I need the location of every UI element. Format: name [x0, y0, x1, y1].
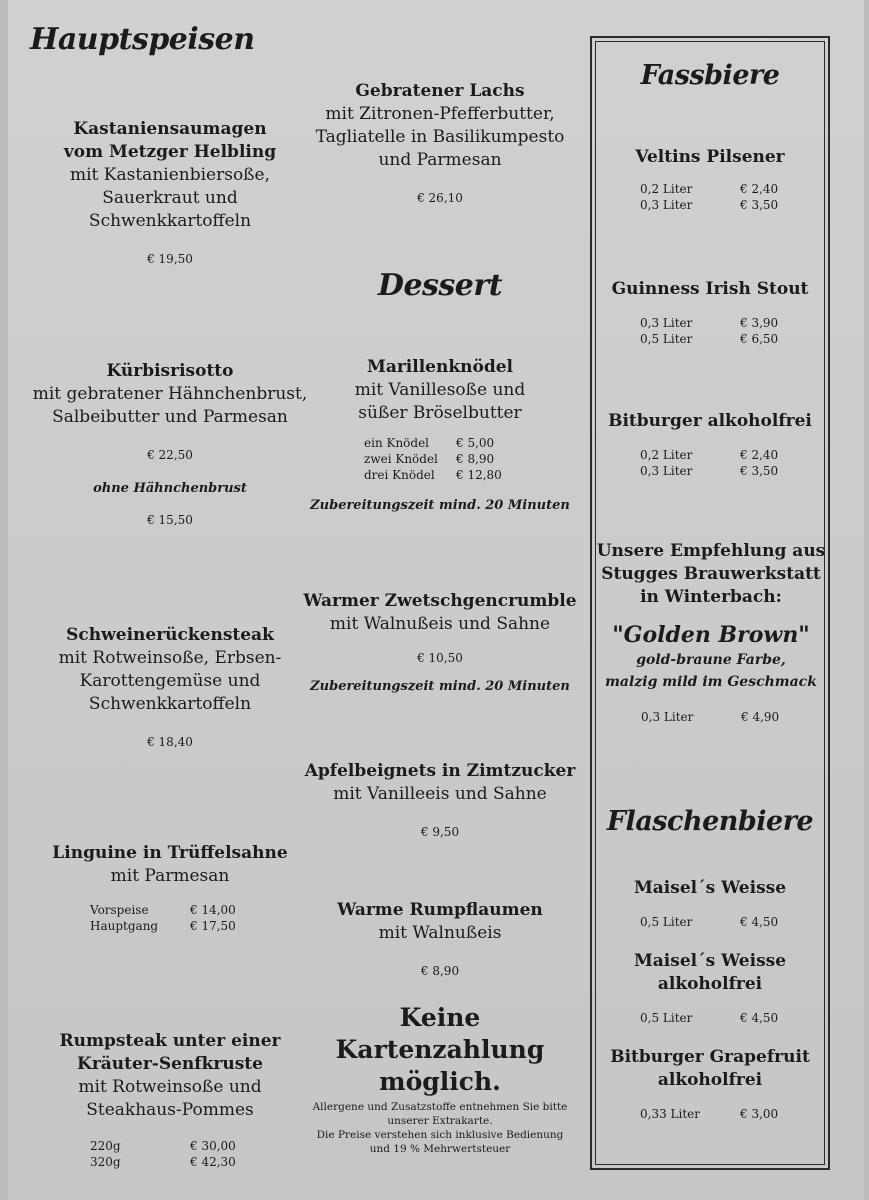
- price-row-label: 0,3 Liter: [640, 316, 693, 330]
- payment-line: Keine Kartenzahlung: [335, 1003, 545, 1064]
- price-row-value: € 12,80: [456, 468, 502, 482]
- price-row-value: € 42,30: [190, 1155, 236, 1169]
- item-desc: mit Kastanienbiersoße,: [70, 165, 270, 185]
- item-price: € 9,50: [420, 825, 460, 839]
- footnote-line: unserer Extrakarte.: [387, 1115, 493, 1127]
- item-desc: Schwenkkartoffeln: [88, 211, 252, 231]
- price-row: [592, 447, 828, 463]
- item-desc: mit Rotweinsoße, Erbsen-: [58, 648, 282, 668]
- price-row-value: € 14,00: [190, 903, 236, 917]
- item-title: vom Metzger Helbling: [63, 142, 277, 162]
- price-row: [20, 918, 320, 934]
- price-row: [592, 1106, 828, 1122]
- beer-title: Maisel´s Weisse: [633, 878, 787, 898]
- item-price: € 19,50: [147, 252, 193, 266]
- beer-bitburger-grapefruit: [592, 1046, 828, 1122]
- item-desc: mit Walnußeis und Sahne: [329, 614, 551, 634]
- price-row: [20, 1138, 320, 1154]
- item-note: Zubereitungszeit mind. 20 Minuten: [310, 498, 570, 513]
- menu-item-lachs: [300, 80, 580, 206]
- price-row-value: € 3,00: [740, 1107, 779, 1121]
- price-row-label: Hauptgang: [90, 919, 159, 933]
- beer-title: alkoholfrei: [657, 1070, 763, 1090]
- item-desc: Sauerkraut und: [102, 188, 238, 208]
- hauptspeisen-heading-text: Hauptspeisen: [30, 22, 255, 57]
- price-row: [592, 914, 828, 930]
- beer-title: alkoholfrei: [657, 974, 763, 994]
- item-price: € 10,50: [417, 651, 463, 665]
- menu-item-kastaniensaumagen: [20, 118, 320, 267]
- price-row: [592, 197, 828, 213]
- item-title: Kastaniensaumagen: [73, 119, 267, 139]
- item-price: € 26,10: [417, 191, 463, 205]
- footnote: [300, 1100, 580, 1156]
- price-row-label: 320g: [90, 1155, 121, 1169]
- price-row-value: € 3,50: [740, 198, 779, 212]
- item-price: € 18,40: [147, 735, 193, 749]
- price-row-label: 0,5 Liter: [640, 915, 693, 929]
- item-desc: mit Vanilleeis und Sahne: [333, 784, 547, 804]
- item-title: Schweinerückensteak: [66, 625, 274, 645]
- price-row-label: 0,3 Liter: [640, 464, 693, 478]
- price-row-value: € 8,90: [456, 452, 495, 466]
- footnote-line: Allergene und Zusatzstoffe entnehmen Sie bitte: [312, 1101, 568, 1113]
- beer-bitburger-af: [592, 410, 828, 479]
- price-row: [592, 181, 828, 197]
- menu-item-rumpflaumen: [300, 899, 580, 979]
- price-row-value: € 2,40: [740, 182, 779, 196]
- hauptspeisen-heading: [30, 22, 280, 57]
- price-row-value: € 17,50: [190, 919, 236, 933]
- payment-line: möglich.: [379, 1067, 501, 1096]
- item-desc: mit Vanillesoße und: [354, 380, 526, 400]
- beer-guinness: [592, 278, 828, 347]
- price-row: [592, 315, 828, 331]
- item-desc: Salbeibutter und Parmesan: [52, 407, 288, 427]
- menu-item-marillenknoedel: [300, 356, 580, 515]
- menu-item-rumpsteak: [20, 1030, 320, 1170]
- beer-title: Guinness Irish Stout: [611, 279, 809, 299]
- price-row-label: 220g: [90, 1139, 121, 1153]
- empfehlung-line: Stugges Brauwerkstatt: [601, 564, 821, 584]
- price-row: [592, 463, 828, 479]
- menu-item-kuerbisrisotto: [20, 360, 320, 528]
- price-row: [592, 331, 828, 347]
- item-note: Zubereitungszeit mind. 20 Minuten: [310, 679, 570, 694]
- beer-maisels-af: [592, 950, 828, 1026]
- item-note-price: € 15,50: [147, 513, 193, 527]
- empfehlung-sub: malzig mild im Geschmack: [605, 674, 817, 690]
- item-price: € 8,90: [420, 964, 460, 978]
- price-row-value: € 3,90: [740, 316, 779, 330]
- fassbiere-heading-text: Fassbiere: [640, 60, 780, 91]
- menu-item-schweinerueckensteak: [20, 624, 320, 750]
- beer-title: Bitburger Grapefruit: [610, 1047, 810, 1067]
- fassbiere-heading: [592, 60, 828, 91]
- price-row-value: € 4,50: [740, 1011, 779, 1025]
- item-title: Warme Rumpflaumen: [337, 900, 543, 920]
- price-row-label: 0,3 Liter: [640, 198, 693, 212]
- price-row-value: € 4,90: [741, 710, 780, 724]
- price-row-label: 0,5 Liter: [640, 1011, 693, 1025]
- price-row-label: Vorspeise: [90, 903, 149, 917]
- price-row-label: 0,3 Liter: [641, 710, 694, 724]
- item-title: Linguine in Trüffelsahne: [52, 843, 288, 863]
- dessert-heading-text: Dessert: [377, 268, 503, 303]
- footnote-line: Die Preise verstehen sich inklusive Bedienung: [316, 1129, 564, 1141]
- price-row: [596, 709, 826, 725]
- price-row: [20, 1154, 320, 1170]
- price-row: [300, 451, 580, 467]
- item-desc: mit Parmesan: [110, 866, 230, 886]
- price-row: [592, 1010, 828, 1026]
- price-row-label: drei Knödel: [364, 468, 435, 482]
- footnote-line: und 19 % Mehrwertsteuer: [369, 1143, 511, 1155]
- item-title: Warmer Zwetschgencrumble: [303, 591, 577, 611]
- empfehlung-line: Unsere Empfehlung aus: [596, 541, 826, 561]
- price-row-value: € 3,50: [740, 464, 779, 478]
- item-title: Apfelbeignets in Zimtzucker: [304, 761, 576, 781]
- price-row-value: € 5,00: [456, 436, 495, 450]
- item-desc: süßer Bröselbutter: [358, 403, 522, 423]
- item-title: Rumpsteak unter einer: [59, 1031, 281, 1051]
- price-row-label: 0,2 Liter: [640, 448, 693, 462]
- item-desc: mit Walnußeis: [378, 923, 502, 943]
- price-row-value: € 2,40: [740, 448, 779, 462]
- price-row-label: zwei Knödel: [364, 452, 438, 466]
- beer-veltins: [592, 146, 828, 213]
- price-row-label: 0,2 Liter: [640, 182, 693, 196]
- empfehlung-name: "Golden Brown": [612, 622, 810, 648]
- price-row: [300, 467, 580, 483]
- price-row-value: € 4,50: [740, 915, 779, 929]
- beer-maisels: [592, 877, 828, 930]
- item-desc: Karottengemüse und: [79, 671, 261, 691]
- beer-title: Veltins Pilsener: [635, 147, 785, 167]
- price-row: [300, 435, 580, 451]
- dessert-heading: [300, 268, 580, 303]
- price-row-label: 0,5 Liter: [640, 332, 693, 346]
- item-desc: Steakhaus-Pommes: [86, 1100, 254, 1120]
- price-row-value: € 6,50: [740, 332, 779, 346]
- item-desc: mit gebratener Hähnchenbrust,: [32, 384, 308, 404]
- empfehlung-line: in Winterbach:: [640, 587, 782, 607]
- item-title: Marillenknödel: [367, 357, 513, 377]
- price-row-label: ein Knödel: [364, 436, 430, 450]
- item-price: € 22,50: [147, 448, 193, 462]
- item-title: Kürbisrisotto: [106, 361, 234, 381]
- beer-title: Maisel´s Weisse: [633, 951, 787, 971]
- flaschenbiere-heading: [592, 806, 828, 837]
- menu-item-apfelbeignets: [300, 760, 580, 840]
- price-row-value: € 30,00: [190, 1139, 236, 1153]
- item-desc: und Parmesan: [378, 150, 502, 170]
- beer-title: Bitburger alkoholfrei: [608, 411, 812, 431]
- menu-item-zwetschgencrumble: [300, 590, 580, 696]
- payment-notice: [300, 1002, 580, 1098]
- item-desc: mit Zitronen-Pfefferbutter,: [325, 104, 555, 124]
- empfehlung-sub: gold-braune Farbe,: [636, 652, 786, 668]
- item-note: ohne Hähnchenbrust: [93, 481, 247, 496]
- empfehlung: [596, 540, 826, 725]
- item-desc: mit Rotweinsoße und: [78, 1077, 262, 1097]
- item-title: Kräuter-Senfkruste: [77, 1054, 263, 1074]
- item-desc: Tagliatelle in Basilikumpesto: [315, 127, 565, 147]
- item-desc: Schwenkkartoffeln: [88, 694, 252, 714]
- price-row-label: 0,33 Liter: [640, 1107, 700, 1121]
- item-title: Gebratener Lachs: [355, 81, 525, 101]
- menu-item-linguine: [20, 842, 320, 934]
- price-row: [20, 902, 320, 918]
- flaschenbiere-heading-text: Flaschenbiere: [606, 806, 814, 837]
